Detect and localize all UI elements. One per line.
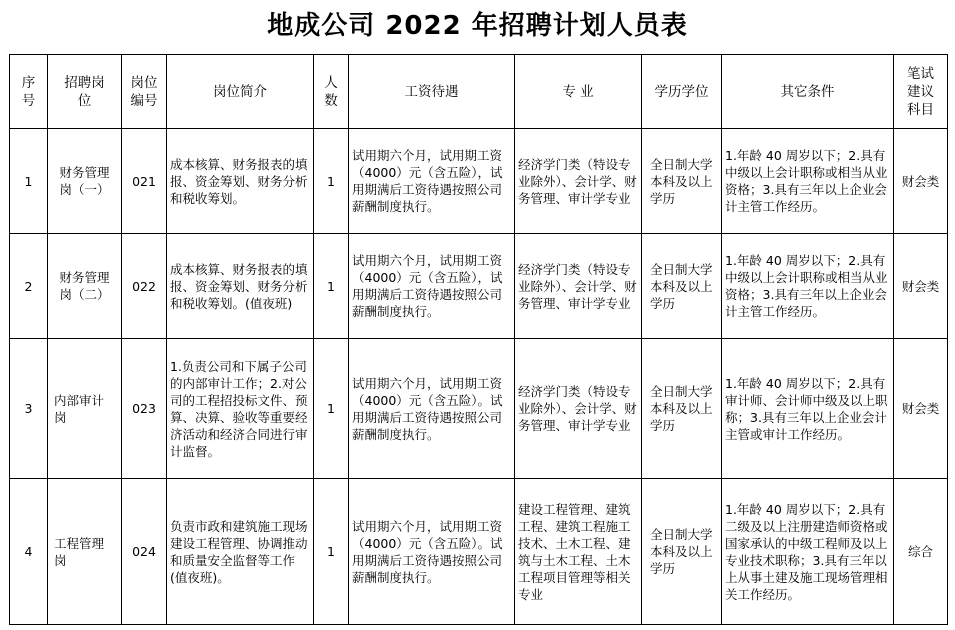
table-row: [10, 129, 948, 234]
cell-code: 021: [122, 129, 167, 234]
cell-degree: 全日制大学本科及以上学历: [642, 479, 722, 625]
cell-salary: 试用期六个月，试用期工资（4000）元（含五险）。试用期满后工资待遇按照公司薪酬制度执行。: [349, 339, 515, 479]
table-row: [10, 339, 948, 479]
cell-degree: 全日制大学本科及以上学历: [642, 339, 722, 479]
header-position: 招聘岗位: [48, 55, 122, 129]
cell-exam: 综合: [894, 479, 948, 625]
cell-seq: 1: [10, 129, 48, 234]
cell-other: 1.年龄 40 周岁以下；2.具有二级及以上注册建造师资格或国家承认的中级工程师及以上专业技术职称；3.具有三年以上从事土建及施工现场管理相关工作经历。: [722, 479, 894, 625]
recruitment-table: [9, 54, 948, 625]
cell-major: 经济学门类（特设专业除外）、会计学、财务管理、审计学专业: [515, 129, 642, 234]
cell-code: 022: [122, 234, 167, 339]
cell-count: 1: [314, 234, 349, 339]
header-degree: 学历学位: [642, 55, 722, 129]
page-title: 地成公司 2022 年招聘计划人员表: [267, 11, 688, 41]
cell-degree: 全日制大学本科及以上学历: [642, 234, 722, 339]
cell-intro: 1.负责公司和下属子公司的内部审计工作；2.对公司的工程招投标文件、预算、决算、验收等重要经济活动和经济合同进行审计监督。: [167, 339, 314, 479]
cell-count: 1: [314, 339, 349, 479]
cell-exam: 财会类: [894, 234, 948, 339]
cell-other: 1.年龄 40 周岁以下；2.具有审计师、会计师中级及以上职称；3.具有三年以上企业会计主管或审计工作经历。: [722, 339, 894, 479]
cell-position: 财务管理岗（一）: [48, 129, 122, 234]
cell-seq: 4: [10, 479, 48, 625]
cell-code: 023: [122, 339, 167, 479]
cell-intro: 成本核算、财务报表的填报、资金筹划、财务分析和税收筹划。: [167, 129, 314, 234]
header-intro: 岗位简介: [167, 55, 314, 129]
cell-salary: 试用期六个月，试用期工资（4000）元（含五险），试用期满后工资待遇按照公司薪酬制度执行。: [349, 234, 515, 339]
cell-intro: 负责市政和建筑施工现场建设工程管理、协调推动和质量安全监督等工作(值夜班)。: [167, 479, 314, 625]
cell-exam: 财会类: [894, 339, 948, 479]
cell-count: 1: [314, 479, 349, 625]
cell-other: 1.年龄 40 周岁以下；2.具有中级以上会计职称或相当从业资格；3.具有三年以上企业会计主管工作经历。: [722, 234, 894, 339]
header-row: [10, 55, 948, 129]
cell-count: 1: [314, 129, 349, 234]
cell-seq: 2: [10, 234, 48, 339]
cell-salary: 试用期六个月，试用期工资（4000）元（含五险），试用期满后工资待遇按照公司薪酬制度执行。: [349, 129, 515, 234]
table-row: [10, 479, 948, 625]
cell-code: 024: [122, 479, 167, 625]
cell-position: 财务管理岗（二）: [48, 234, 122, 339]
header-count: 人数: [314, 55, 349, 129]
cell-major: 经济学门类（特设专业除外）、会计学、财务管理、审计学专业: [515, 339, 642, 479]
header-code: 岗位编号: [122, 55, 167, 129]
header-salary: 工资待遇: [349, 55, 515, 129]
cell-major: 经济学门类（特设专业除外）、会计学、财务管理、审计学专业: [515, 234, 642, 339]
cell-major: 建设工程管理、建筑工程、建筑工程施工技术、土木工程、建筑与土木工程、土木工程项目管理等相关专业: [515, 479, 642, 625]
cell-position: 工程管理岗: [48, 479, 122, 625]
cell-exam: 财会类: [894, 129, 948, 234]
header-other: 其它条件: [722, 55, 894, 129]
cell-intro: 成本核算、财务报表的填报、资金筹划、财务分析和税收筹划。(值夜班): [167, 234, 314, 339]
header-exam: 笔试建议科目: [894, 55, 948, 129]
cell-seq: 3: [10, 339, 48, 479]
header-seq: 序号: [10, 55, 48, 129]
table-row: [10, 234, 948, 339]
cell-degree: 全日制大学本科及以上学历: [642, 129, 722, 234]
header-major: 专 业: [515, 55, 642, 129]
cell-salary: 试用期六个月，试用期工资（4000）元（含五险）。试用期满后工资待遇按照公司薪酬制度执行。: [349, 479, 515, 625]
cell-other: 1.年龄 40 周岁以下；2.具有中级以上会计职称或相当从业资格；3.具有三年以上企业会计主管工作经历。: [722, 129, 894, 234]
cell-position: 内部审计岗: [48, 339, 122, 479]
